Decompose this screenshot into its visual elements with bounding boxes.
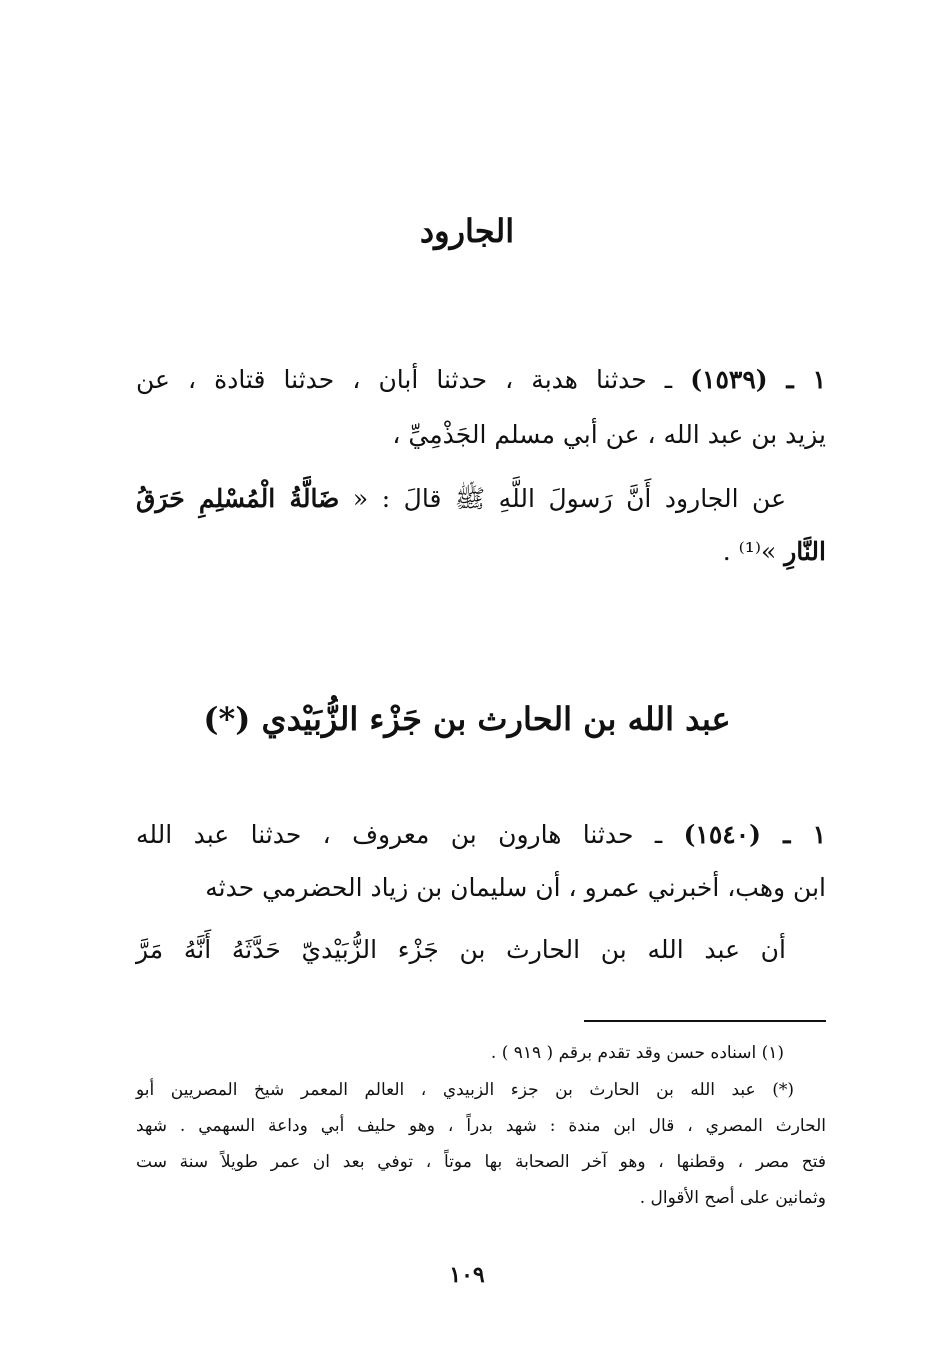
hadith-text: ـ حدثنا هارون بن معروف ، حدثنا عبد الله: [136, 820, 663, 849]
footnote-1: (١) اسناده حسن وقد تقدم برقم ( ٩١٩ ) .: [490, 1043, 784, 1063]
footnote-reference: »⁽¹⁾ .: [722, 537, 777, 566]
footnote-star-line-2: الحارث المصري ، قال ابن مندة : شهد بدراً ، وهو حليف أبي وداعة السهمي . شهد: [136, 1116, 826, 1136]
hadith-number: ١ ـ (١٥٤٠): [683, 820, 827, 849]
prophetic-quote: ضَالَّةُ الْمُسْلِمِ حَرَقُ: [136, 484, 340, 513]
footnote-star-line-3: فتح مصر ، وقطنها ، وهو آخر الصحابة بها موتاً ، توفي بعد ان عمر طويلاً سنة ست: [136, 1152, 826, 1172]
hadith-number: ١ ـ (١٥٣٩): [690, 365, 827, 394]
footnote-separator: [584, 1020, 826, 1022]
hadith-1540-line-1: [136, 820, 826, 849]
section-heading-abdullah: عبد الله بن الحارث بن جَزْء الزُّبَيْدي (*): [203, 700, 731, 738]
hadith-text: ـ حدثنا هدبة ، حدثنا أبان ، حدثنا قتادة ، عن: [136, 365, 673, 394]
page-number: ١٠٩: [449, 1262, 485, 1288]
hadith-text: أن عبد الله بن الحارث بن جَزْء الزُّبَيْديّ حَدَّثَهُ أَنَّهُ مَرَّ: [136, 935, 786, 964]
prophetic-quote: النَّارِ: [784, 537, 826, 566]
hadith-1540-line-2: ابن وهب، أخبرني عمرو ، أن سليمان بن زياد الحضرمي حدثه: [205, 873, 826, 902]
section-heading-jarud: الجارود: [419, 212, 515, 250]
hadith-1539-line-2: يزيد بن عبد الله ، عن أبي مسلم الجَذْمِيِّ ،: [392, 420, 826, 449]
footnote-star-line-4: وثمانين على أصح الأقوال .: [639, 1188, 826, 1208]
hadith-1539-line-3: [136, 483, 826, 520]
hadith-1539-line-4: [136, 537, 826, 566]
hadith-1540-line-3: [136, 935, 826, 964]
hadith-text: عن الجارود أَنَّ رَسولَ اللَّهِ ﷺ قالَ : «: [352, 484, 786, 513]
footnote-star-line-1: (*) عبد الله بن الحارث بن جزء الزبيدي ، العالم المعمر شيخ المصريين أبو: [136, 1080, 794, 1100]
hadith-1539-line-1: [136, 365, 826, 394]
